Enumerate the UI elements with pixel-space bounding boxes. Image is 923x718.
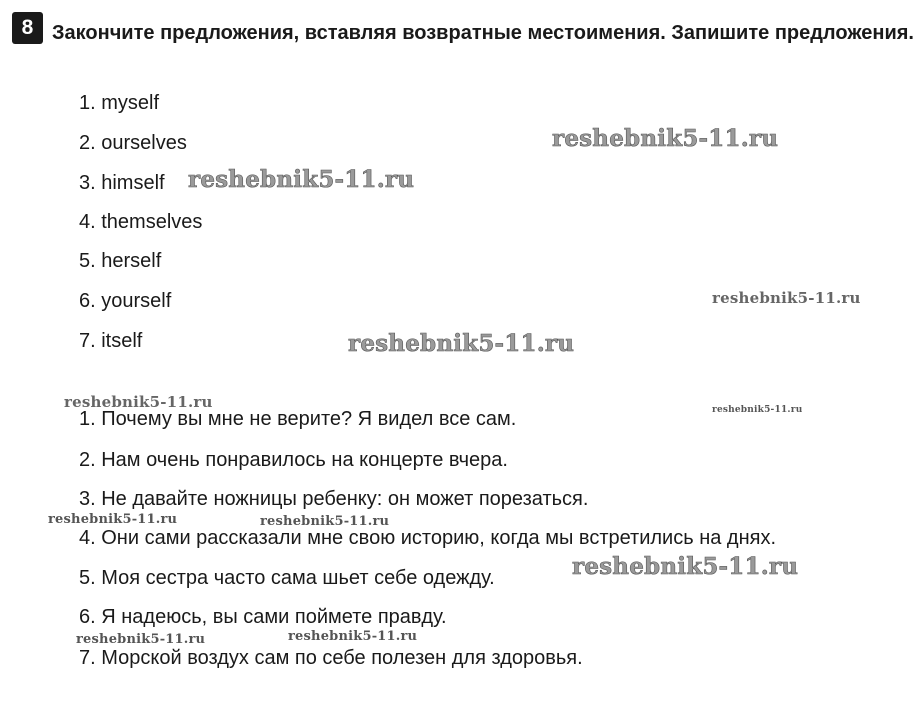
watermark: reshebnik5-11.ru xyxy=(552,125,779,152)
answer-item: 6. yourself xyxy=(79,290,172,312)
exercise-number-badge: 8 xyxy=(12,12,43,44)
exercise-instruction: Закончите предложения, вставляя возвратные местоимения. Запишите предложения. xyxy=(52,22,914,44)
translation-item: 1. Почему вы мне не верите? Я видел все сам. xyxy=(79,408,517,430)
translation-item: 7. Морской воздух сам по себе полезен для здоровья. xyxy=(79,647,583,669)
answer-item: 3. himself xyxy=(79,172,165,194)
translation-item: 5. Моя сестра часто сама шьет себе одежду. xyxy=(79,567,495,589)
watermark: reshebnik5-11.ru xyxy=(712,289,861,307)
translation-item: 6. Я надеюсь, вы сами поймете правду. xyxy=(79,606,447,628)
translation-item: 3. Не давайте ножницы ребенку: он может порезаться. xyxy=(79,488,589,510)
answer-item: 2. ourselves xyxy=(79,132,187,154)
watermark: reshebnik5-11.ru xyxy=(572,553,799,580)
watermark: reshebnik5-11.ru xyxy=(712,405,803,415)
watermark: reshebnik5-11.ru xyxy=(348,330,575,357)
watermark: reshebnik5-11.ru xyxy=(260,514,390,529)
watermark: reshebnik5-11.ru xyxy=(64,393,213,411)
answer-item: 1. myself xyxy=(79,92,160,114)
answer-item: 5. herself xyxy=(79,250,162,272)
translation-item: 2. Нам очень понравилось на концерте вчера. xyxy=(79,449,508,471)
watermark: reshebnik5-11.ru xyxy=(48,512,178,527)
answer-item: 7. itself xyxy=(79,330,143,352)
watermark: reshebnik5-11.ru xyxy=(76,632,206,647)
watermark: reshebnik5-11.ru xyxy=(288,629,418,644)
answer-item: 4. themselves xyxy=(79,211,203,233)
watermark: reshebnik5-11.ru xyxy=(188,166,415,193)
translation-item: 4. Они сами рассказали мне свою историю, когда мы встретились на днях. xyxy=(79,527,777,549)
